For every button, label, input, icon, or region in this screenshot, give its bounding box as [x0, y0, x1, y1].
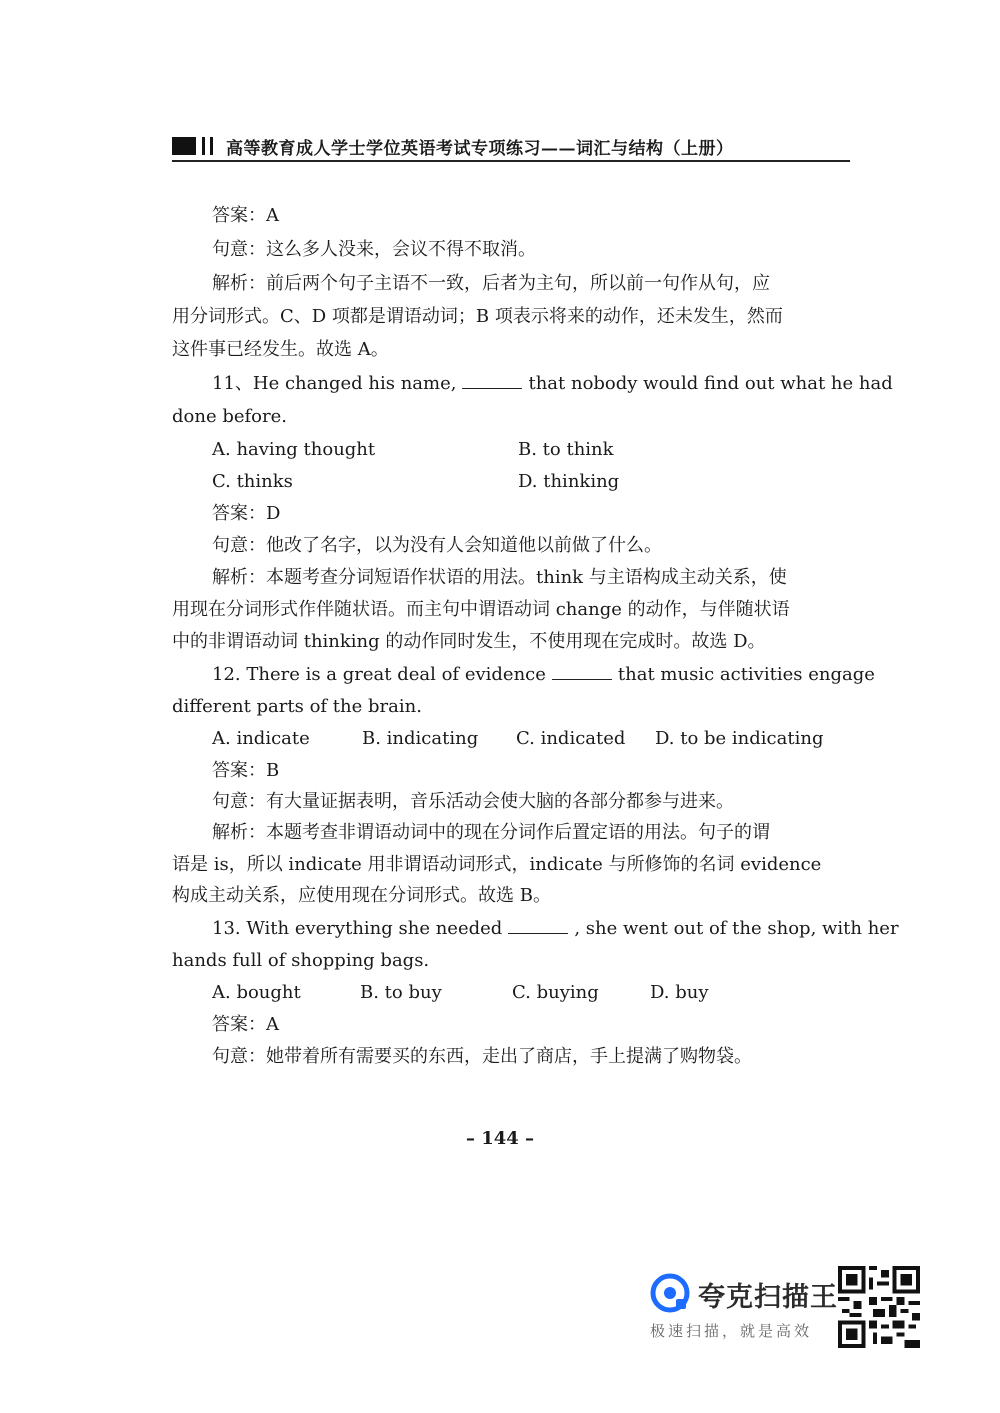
answer-line: 答案：D: [212, 503, 281, 524]
option-d: D. thinking: [518, 471, 620, 492]
explanation-line: 这件事已经发生。故选 A。: [172, 339, 389, 360]
question-text: hands full of shopping bags.: [172, 950, 430, 971]
option-d: D. to be indicating: [655, 728, 824, 749]
question-text: , she went out of the shop, with her: [574, 918, 899, 939]
question-text: 11、He changed his name,: [212, 373, 457, 394]
running-header: [172, 132, 850, 162]
question-13-stem: [212, 917, 899, 941]
page-number: – 144 –: [465, 1128, 535, 1149]
meaning-line: 句意：这么多人没来，会议不得不取消。: [212, 239, 536, 260]
question-text: done before.: [172, 406, 287, 427]
option-a: A. bought: [212, 982, 301, 1003]
watermark-title: 夸克扫描王: [698, 1282, 838, 1313]
explanation-line: 用分词形式。C、D 项都是谓语动词；B 项表示将来的动作，还未发生，然而: [172, 306, 783, 327]
header-rule-mark: [202, 137, 205, 155]
option-c: C. indicated: [516, 728, 626, 749]
answer-line: 答案：B: [212, 760, 280, 781]
meaning-line: 句意：他改了名字，以为没有人会知道他以前做了什么。: [212, 535, 662, 556]
question-text: that nobody would find out what he had: [528, 373, 893, 394]
answer-blank: [462, 374, 522, 389]
question-text: 13. With everything she needed: [212, 918, 503, 939]
meaning-line: 句意：她带着所有需要买的东西，走出了商店，手上提满了购物袋。: [212, 1046, 752, 1067]
option-d: D. buy: [650, 982, 709, 1003]
explanation-line: 中的非谓语动词 thinking 的动作同时发生，不使用现在完成时。故选 D。: [172, 631, 766, 652]
question-text: different parts of the brain.: [172, 696, 422, 717]
header-block-mark: [172, 137, 196, 155]
option-a: A. having thought: [212, 439, 376, 460]
option-b: B. indicating: [362, 728, 479, 749]
explanation-line: 用现在分词形式作伴随状语。而主句中谓语动词 change 的动作，与伴随状语: [172, 599, 790, 620]
explanation-line: 语是 is，所以 indicate 用非谓语动词形式，indicate 与所修饰的名词 evidence: [172, 854, 822, 875]
watermark-subtitle: 极速扫描，就是高效: [650, 1322, 813, 1340]
explanation-line: 解析：前后两个句子主语不一致，后者为主句，所以前一句作从句，应: [212, 273, 770, 294]
explanation-line: 解析：本题考查非谓语动词中的现在分词作后置定语的用法。句子的谓: [212, 822, 770, 843]
question-11-stem: [212, 372, 893, 396]
option-b: B. to buy: [360, 982, 442, 1003]
answer-line: 答案：A: [212, 205, 279, 226]
question-12-stem: [212, 663, 875, 687]
option-c: C. thinks: [212, 471, 293, 492]
answer-line: 答案：A: [212, 1014, 279, 1035]
qr-code-icon: [838, 1266, 920, 1348]
question-text: that music activities engage: [617, 664, 875, 685]
option-b: B. to think: [518, 439, 614, 460]
quark-logo-icon: [650, 1273, 690, 1313]
option-c: C. buying: [512, 982, 599, 1003]
explanation-line: 解析：本题考查分词短语作状语的用法。think 与主语构成主动关系，使: [212, 567, 787, 588]
header-title: 高等教育成人学士学位英语考试专项练习——词汇与结构（上册）: [226, 139, 734, 159]
option-a: A. indicate: [212, 728, 310, 749]
header-rule-mark: [210, 137, 213, 155]
answer-blank: [508, 919, 568, 934]
explanation-line: 构成主动关系，应使用现在分词形式。故选 B。: [172, 885, 551, 906]
answer-blank: [552, 665, 612, 680]
meaning-line: 句意：有大量证据表明，音乐活动会使大脑的各部分都参与进来。: [212, 791, 734, 812]
question-text: 12. There is a great deal of evidence: [212, 664, 546, 685]
